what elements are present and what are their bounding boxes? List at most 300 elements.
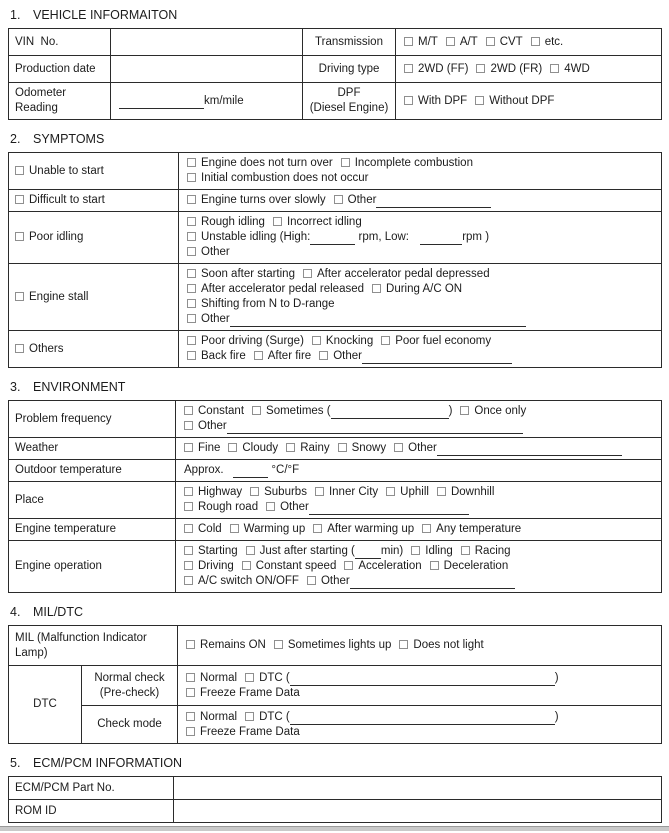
checkbox-other[interactable]	[307, 576, 316, 585]
option-inner-city	[315, 486, 378, 498]
option-soon-after-starting	[187, 268, 295, 280]
option-label: CVT	[499, 35, 523, 48]
mil-value-cell	[178, 626, 662, 666]
dtc-normal-check-label-cell	[82, 666, 178, 706]
form-line	[15, 441, 169, 456]
option-a-c-switch-on-off	[184, 575, 299, 587]
option-label: Others	[29, 342, 64, 355]
checkbox-soon-after-starting[interactable]	[187, 269, 196, 278]
engine-operation-value-cell	[176, 541, 662, 593]
text: Engine temperature	[15, 523, 117, 535]
dtc-check-mode-value-cell	[178, 706, 662, 744]
option-label: Driving	[198, 560, 234, 572]
vehicle-information-heading	[10, 8, 661, 23]
option-acceleration	[344, 560, 421, 572]
checkbox-downhill[interactable]	[437, 487, 446, 496]
option-label: Rainy	[300, 442, 330, 454]
checkbox-cloudy[interactable]	[228, 443, 237, 452]
form-line	[15, 290, 172, 305]
dtc-normal-check-row	[9, 666, 662, 706]
others-label-cell	[9, 331, 179, 368]
fill-in-line[interactable]	[227, 422, 523, 434]
section-number: 3.	[10, 380, 21, 394]
form-line	[187, 297, 655, 312]
option-normal	[186, 672, 237, 684]
form-line	[305, 86, 393, 101]
option-dtc	[245, 672, 559, 684]
checkbox-poor-idling[interactable]	[15, 232, 24, 241]
ecm-pcm-part-no-row	[9, 777, 662, 800]
section-vehicle-information	[8, 8, 661, 120]
vin-transmission-input-cell[interactable]	[111, 29, 303, 56]
option-any-temperature	[422, 523, 521, 535]
checkbox-rough-idling[interactable]	[187, 217, 196, 226]
fill-in-line[interactable]	[437, 444, 622, 456]
option-other	[319, 350, 512, 362]
form-line	[15, 35, 104, 50]
checkbox-idling[interactable]	[411, 546, 420, 555]
checkbox-suburbs[interactable]	[250, 487, 259, 496]
rom-id-row	[9, 800, 662, 823]
checkbox-back-fire[interactable]	[187, 351, 196, 360]
weather-row	[9, 438, 662, 460]
option-engine-turns-over-slowly	[187, 194, 326, 206]
form-line	[305, 101, 393, 116]
checkbox-other[interactable]	[394, 443, 403, 452]
fill-in-line[interactable]	[233, 466, 268, 478]
mil-dtc-table	[8, 625, 662, 744]
environment-heading	[10, 380, 661, 395]
form-line	[184, 485, 655, 500]
checkbox-snowy[interactable]	[338, 443, 347, 452]
fill-in-line[interactable]	[350, 577, 515, 589]
option-label: During A/C ON	[386, 283, 463, 295]
weather-label-cell	[9, 438, 176, 460]
option-constant	[184, 405, 244, 417]
rom-id-input-cell[interactable]	[174, 800, 662, 823]
option-label: Rough idling	[201, 216, 265, 228]
option-label: Other	[320, 575, 350, 587]
vehicle-information-table	[8, 28, 662, 120]
rom-id-label-cell	[9, 800, 174, 823]
checkbox-any-temperature[interactable]	[422, 524, 431, 533]
problem-frequency-row	[9, 401, 662, 438]
checkbox-m-t[interactable]	[404, 37, 413, 46]
option-label: Engine does not turn over	[201, 157, 333, 169]
mil-label-cell	[9, 626, 178, 666]
option-m-t	[404, 36, 438, 48]
checkbox-after-fire[interactable]	[254, 351, 263, 360]
fill-in-line[interactable]	[420, 233, 462, 245]
mil-dtc-heading	[10, 605, 661, 620]
option-driving	[184, 560, 234, 572]
symptoms-table	[8, 152, 662, 368]
option-label: Poor driving (Surge)	[201, 335, 304, 347]
outdoor-temperature-row	[9, 460, 662, 482]
weather-value-cell	[176, 438, 662, 460]
form-line	[15, 804, 167, 819]
text: Engine operation	[15, 560, 102, 572]
symptoms-heading	[10, 132, 661, 147]
option-label: 2WD (FF)	[418, 62, 469, 75]
form-line	[11, 697, 79, 712]
form-line	[305, 62, 393, 77]
option-label: Constant speed	[255, 560, 337, 572]
option-sometimes	[252, 405, 452, 417]
form-line	[15, 342, 172, 357]
checkbox-after-warming-up[interactable]	[313, 524, 322, 533]
option-other	[266, 501, 469, 513]
ecm-pcm-part-no-label-cell	[9, 777, 174, 800]
option-after-text: )	[448, 405, 453, 417]
option-label: DTC (	[259, 671, 290, 684]
poor-idling-value-cell	[179, 212, 662, 264]
environment-table	[8, 400, 662, 593]
option-label: Does not light	[413, 639, 484, 651]
form-line	[15, 559, 169, 574]
option-poor-idling	[15, 231, 83, 243]
checkbox-constant[interactable]	[184, 406, 193, 415]
option-label: With DPF	[418, 94, 468, 107]
option-label: Unable to start	[29, 164, 104, 177]
option-incorrect-idling	[273, 216, 362, 228]
option-label: DTC (	[259, 710, 290, 723]
option-other	[187, 313, 526, 325]
checkbox-poor-driving-surge[interactable]	[187, 336, 196, 345]
option-label: Downhill	[450, 486, 495, 498]
option-after-text: rpm, Low:	[355, 231, 413, 243]
unable-to-start-value-cell	[179, 153, 662, 190]
checkbox-driving[interactable]	[184, 561, 193, 570]
checkbox-other[interactable]	[187, 314, 196, 323]
form-line	[187, 171, 655, 186]
option-with-dpf	[404, 95, 467, 107]
checkbox-sometimes-lights-up[interactable]	[274, 640, 283, 649]
form-line	[15, 463, 169, 478]
form-line	[187, 334, 655, 349]
checkbox-after-accelerator-pedal-depressed[interactable]	[303, 269, 312, 278]
window-edge-bar	[0, 826, 669, 831]
option-after-text: min)	[380, 545, 404, 557]
engine-temperature-row	[9, 519, 662, 541]
form-line	[15, 101, 104, 116]
option-other	[307, 575, 515, 587]
option-idling	[411, 545, 453, 557]
checkbox-engine-turns-over-slowly[interactable]	[187, 195, 196, 204]
option-label: Other	[280, 501, 309, 513]
ecm-pcm-part-no-input-cell[interactable]	[174, 777, 662, 800]
checkbox-deceleration[interactable]	[430, 561, 439, 570]
option-after-warming-up	[313, 523, 414, 535]
checkbox-after-accelerator-pedal-released[interactable]	[187, 284, 196, 293]
option-label: Constant	[198, 405, 245, 417]
checkbox-cvt[interactable]	[486, 37, 495, 46]
dtc-check-mode-label-cell	[82, 706, 178, 744]
form-line	[15, 631, 171, 646]
odometer-dpf-label-cell	[9, 83, 111, 120]
option-label: Normal	[200, 710, 238, 723]
checkbox-incorrect-idling[interactable]	[273, 217, 282, 226]
checkbox-during-a-c-on[interactable]	[372, 284, 381, 293]
text: rpm )	[462, 231, 490, 243]
poor-idling-label-cell	[9, 212, 179, 264]
checkbox-a-c-switch-on-off[interactable]	[184, 576, 193, 585]
text: DTC	[33, 698, 57, 710]
checkbox-uphill[interactable]	[386, 487, 395, 496]
place-value-cell	[176, 482, 662, 519]
checkbox-others[interactable]	[15, 344, 24, 353]
unable-to-start-label-cell	[9, 153, 179, 190]
engine-stall-value-cell	[179, 264, 662, 331]
checkbox-without-dpf[interactable]	[475, 96, 484, 105]
problem-frequency-value-cell	[176, 401, 662, 438]
text: °C/°F	[268, 464, 300, 476]
checkbox-sometimes[interactable]	[252, 406, 261, 415]
form-line	[15, 230, 172, 245]
option-label: Suburbs	[264, 486, 307, 498]
checkbox-rough-road[interactable]	[184, 502, 193, 511]
checkbox-difficult-to-start[interactable]	[15, 195, 24, 204]
option-a-t	[446, 36, 478, 48]
checkbox-other[interactable]	[266, 502, 275, 511]
section-title: SYMPTOMS	[33, 132, 105, 146]
fill-in-line[interactable]	[362, 352, 512, 364]
option-freeze-frame-data	[186, 687, 300, 699]
section-ecm-pcm-information	[8, 756, 661, 823]
section-number: 1.	[10, 8, 21, 22]
checkbox-acceleration[interactable]	[344, 561, 353, 570]
production-date-driving-type-input-cell[interactable]	[111, 56, 303, 83]
option-label: Incorrect idling	[286, 216, 362, 228]
checkbox-warming-up[interactable]	[230, 524, 239, 533]
problem-frequency-label-cell	[9, 401, 176, 438]
form-line	[84, 671, 175, 686]
option-starting	[184, 545, 238, 557]
checkbox-dtc[interactable]	[245, 673, 254, 682]
form-line	[15, 412, 169, 427]
option-label: Other	[333, 350, 362, 362]
engine-temperature-value-cell	[176, 519, 662, 541]
option-cloudy	[228, 442, 278, 454]
form-line	[15, 86, 104, 101]
checkbox-just-after-starting[interactable]	[246, 546, 255, 555]
option-other	[184, 420, 523, 432]
checkbox-knocking[interactable]	[312, 336, 321, 345]
option-sometimes-lights-up	[274, 639, 392, 651]
poor-idling-row	[9, 212, 662, 264]
text: ECM/PCM Part No.	[15, 781, 115, 794]
checkbox-remains-on[interactable]	[186, 640, 195, 649]
option-label: M/T	[418, 35, 438, 48]
mil-row	[9, 626, 662, 666]
option-fine	[184, 442, 220, 454]
option-label: etc.	[544, 35, 564, 48]
form-line	[184, 419, 655, 434]
checkbox-incomplete-combustion[interactable]	[341, 158, 350, 167]
option-label: Sometimes lights up	[287, 639, 392, 651]
fill-in-line[interactable]	[355, 547, 381, 559]
form-line	[404, 94, 655, 109]
outdoor-temperature-value-cell	[176, 460, 662, 482]
checkbox-other[interactable]	[334, 195, 343, 204]
fill-in-line[interactable]	[331, 407, 449, 419]
fill-in-line[interactable]	[310, 233, 355, 245]
others-value-cell	[179, 331, 662, 368]
option-label: Back fire	[201, 350, 246, 362]
text: Normal check	[94, 671, 165, 684]
checkbox-constant-speed[interactable]	[242, 561, 251, 570]
fill-in-line[interactable]	[290, 713, 555, 725]
text: (Diesel Engine)	[309, 102, 389, 114]
checkbox-initial-combustion-does-not-occur[interactable]	[187, 173, 196, 182]
checkbox-etc[interactable]	[531, 37, 540, 46]
form-line	[187, 156, 655, 171]
form-line	[184, 404, 655, 419]
text: Odometer	[15, 87, 67, 99]
form-line	[184, 441, 655, 456]
checkbox-freeze-frame-data[interactable]	[186, 727, 195, 736]
checkbox-poor-fuel-economy[interactable]	[381, 336, 390, 345]
option-label: Acceleration	[358, 560, 422, 572]
option-downhill	[437, 486, 494, 498]
checkbox-inner-city[interactable]	[315, 487, 324, 496]
checkbox-rainy[interactable]	[286, 443, 295, 452]
checkbox-starting[interactable]	[184, 546, 193, 555]
option-label: Freeze Frame Data	[200, 686, 300, 699]
checkbox-other[interactable]	[184, 421, 193, 430]
text: Driving type	[318, 62, 380, 75]
checkbox-cold[interactable]	[184, 524, 193, 533]
option-label: Other	[201, 313, 230, 325]
checkbox-normal[interactable]	[186, 712, 195, 721]
difficult-to-start-label-cell	[9, 190, 179, 212]
text: Check mode	[97, 718, 162, 730]
section-title: VEHICLE INFORMAITON	[33, 8, 178, 22]
option-label: After warming up	[327, 523, 415, 535]
option-label: Fine	[198, 442, 221, 454]
option-label: Sometimes (	[266, 405, 331, 417]
option-label: Cloudy	[242, 442, 279, 454]
checkbox-4wd[interactable]	[550, 64, 559, 73]
text: Place	[15, 493, 44, 506]
odometer-dpf-value-cell	[396, 83, 662, 120]
vin-transmission-value-cell	[396, 29, 662, 56]
option-label: Cold	[198, 523, 222, 535]
option-engine-stall	[15, 291, 88, 303]
form-line	[187, 245, 655, 260]
production-date-driving-type-value-cell	[396, 56, 662, 83]
option-label: Other	[201, 246, 230, 258]
option-shifting-from-n-to-d-range	[187, 298, 335, 310]
section-number: 2.	[10, 132, 21, 146]
checkbox-once-only[interactable]	[460, 406, 469, 415]
checkbox-freeze-frame-data[interactable]	[186, 688, 195, 697]
option-label: Racing	[474, 545, 511, 557]
option-after-accelerator-pedal-depressed	[303, 268, 490, 280]
option-other	[187, 246, 230, 258]
checkbox-engine-does-not-turn-over[interactable]	[187, 158, 196, 167]
form-line	[305, 35, 393, 50]
option-label: Highway	[198, 486, 243, 498]
fill-in-line[interactable]	[119, 97, 204, 109]
option-label: A/C switch ON/OFF	[198, 575, 299, 587]
checkbox-fine[interactable]	[184, 443, 193, 452]
checkbox-a-t[interactable]	[446, 37, 455, 46]
option-label: Difficult to start	[29, 194, 105, 206]
dtc-normal-check-label-cell	[9, 666, 82, 744]
fill-in-line[interactable]	[376, 196, 491, 208]
engine-operation-row	[9, 541, 662, 593]
checkbox-dtc[interactable]	[245, 712, 254, 721]
dtc-check-mode-row	[9, 706, 662, 744]
checkbox-unable-to-start[interactable]	[15, 166, 24, 175]
fill-in-line[interactable]	[309, 503, 469, 515]
form-line	[187, 312, 655, 327]
others-row	[9, 331, 662, 368]
checkbox-unstable-idling-high[interactable]	[187, 232, 196, 241]
production-date-driving-type-row	[9, 56, 662, 83]
odometer-dpf-row	[9, 83, 662, 120]
option-difficult-to-start	[15, 194, 105, 206]
text: Transmission	[315, 35, 383, 48]
option-poor-driving-surge	[187, 335, 304, 347]
place-label-cell	[9, 482, 176, 519]
odometer-dpf-value-cell	[111, 83, 303, 120]
checkbox-other[interactable]	[187, 247, 196, 256]
option-label: Deceleration	[443, 560, 509, 572]
text: MIL (Malfunction Indicator	[15, 631, 147, 644]
option-racing	[461, 545, 511, 557]
option-label: Initial combustion does not occur	[201, 172, 369, 184]
checkbox-racing[interactable]	[461, 546, 470, 555]
checkbox-does-not-light[interactable]	[399, 640, 408, 649]
option-label: Freeze Frame Data	[200, 725, 300, 738]
text: Lamp)	[15, 646, 48, 659]
option-after-accelerator-pedal-released	[187, 283, 364, 295]
fill-in-line[interactable]	[230, 315, 526, 327]
form-line	[184, 463, 655, 478]
section-title: MIL/DTC	[33, 605, 83, 619]
option-does-not-light	[399, 639, 483, 651]
fill-in-line[interactable]	[290, 674, 555, 686]
difficult-to-start-row	[9, 190, 662, 212]
production-date-driving-type-label-cell	[9, 56, 111, 83]
option-initial-combustion-does-not-occur	[187, 172, 368, 184]
checkbox-engine-stall[interactable]	[15, 292, 24, 301]
engine-temperature-label-cell	[9, 519, 176, 541]
checkbox-with-dpf[interactable]	[404, 96, 413, 105]
form-line	[187, 282, 655, 297]
option-label: 4WD	[564, 62, 590, 75]
checkbox-2wd-ff[interactable]	[404, 64, 413, 73]
form-line	[187, 193, 655, 208]
option-normal	[186, 711, 237, 723]
option-label: 2WD (FR)	[490, 62, 543, 75]
option-label: Normal	[200, 671, 238, 684]
engine-operation-label-cell	[9, 541, 176, 593]
engine-stall-row	[9, 264, 662, 331]
option-unstable-idling-high	[187, 231, 412, 243]
checkbox-other[interactable]	[319, 351, 328, 360]
checkbox-2wd-fr[interactable]	[476, 64, 485, 73]
option-dtc	[245, 711, 559, 723]
ecm-pcm-information-table	[8, 776, 662, 823]
option-2wd-ff	[404, 63, 468, 75]
checkbox-shifting-from-n-to-d-range[interactable]	[187, 299, 196, 308]
form-line	[15, 62, 104, 77]
checkbox-normal[interactable]	[186, 673, 195, 682]
checkbox-highway[interactable]	[184, 487, 193, 496]
